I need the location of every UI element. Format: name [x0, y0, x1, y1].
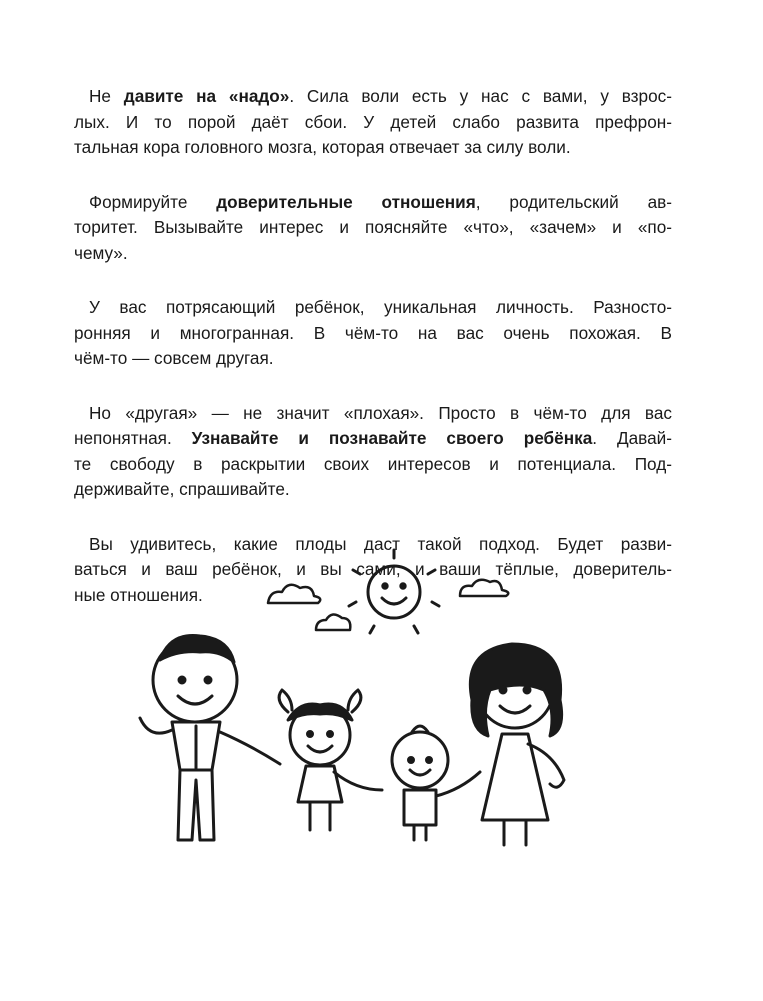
text-line	[74, 215, 672, 241]
girl-figure	[279, 690, 382, 830]
text-line	[74, 452, 672, 478]
text-run: , родительский ав-	[475, 191, 672, 212]
text-line	[74, 321, 672, 347]
paragraph	[74, 295, 672, 372]
cloud-icon	[316, 614, 350, 630]
cloud-icon	[268, 585, 320, 603]
text-run: ные отношения.	[74, 584, 203, 605]
text-run: ваться и ваш ребёнок, и вы сами, и ваши тёплые, доверитель-	[74, 559, 672, 579]
text-line	[74, 84, 672, 110]
bold-phrase: Узнавайте и познавайте своего ребёнка	[191, 428, 593, 448]
text-run: Но «другая» — не значит «плохая». Просто в чём-то для вас	[89, 402, 672, 423]
text-line	[74, 135, 672, 161]
text-run: ронняя и многогранная. В чём-то на вас очень похожая. В	[74, 322, 672, 343]
text-run: Вы удивитесь, какие плоды даст такой подход. Будет разви-	[89, 533, 672, 554]
text-run: держивайте, спрашивайте.	[74, 479, 290, 499]
text-run: торитет. Вызывайте интерес и поясняйте «что», «зачем» и «по-	[74, 217, 672, 237]
bold-phrase: доверительные отношения	[216, 191, 476, 212]
text-run: чём-то — совсем другая.	[74, 348, 274, 368]
paragraph	[74, 84, 672, 161]
mother-figure	[470, 644, 564, 845]
text-run: У вас потрясающий ребёнок, уникальная личность. Разносто-	[89, 297, 672, 317]
text-line	[74, 426, 672, 452]
text-line	[74, 110, 672, 136]
text-run: . Давай-	[592, 428, 672, 448]
text-line	[74, 295, 672, 321]
text-run: те свободу в раскрытии своих интересов и потенциала. Под-	[74, 453, 672, 474]
text-line	[74, 190, 672, 216]
bold-phrase: давите на «надо»	[123, 86, 290, 106]
text-run: лых. И то порой даёт сбои. У детей слабо развита префрон-	[74, 111, 672, 132]
boy-figure	[392, 726, 480, 840]
paragraph	[74, 190, 672, 267]
text-run: тальная кора головного мозга, которая отвечает за силу воли.	[74, 137, 571, 157]
cloud-icon	[460, 580, 508, 596]
father-figure	[140, 636, 280, 841]
text-line	[74, 241, 672, 267]
text-run: чему».	[74, 242, 128, 263]
text-run: Не	[89, 86, 124, 106]
family-illustration	[120, 540, 620, 870]
sun-icon	[349, 550, 439, 633]
text-run: . Сила воли есть у нас с вами, у взрос-	[289, 86, 672, 106]
text-line	[74, 346, 672, 372]
text-run: непонятная.	[74, 428, 192, 448]
text-line	[74, 401, 672, 427]
paragraph	[74, 401, 672, 503]
text-run: Формируйте	[89, 191, 217, 212]
text-line	[74, 477, 672, 503]
